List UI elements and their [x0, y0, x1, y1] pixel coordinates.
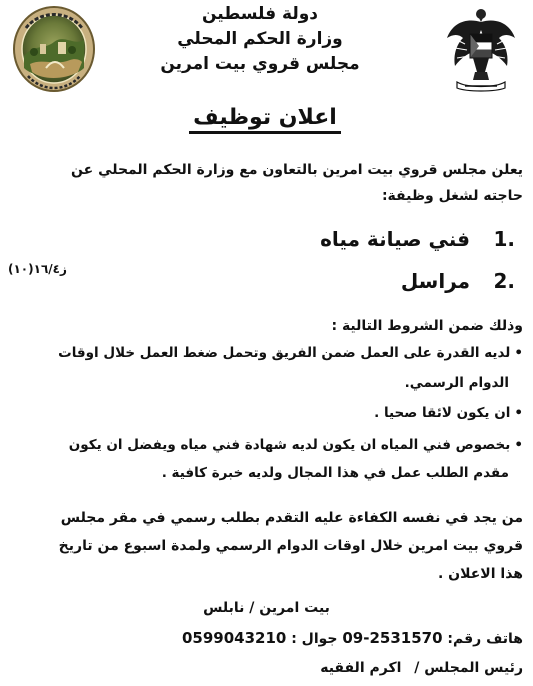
condition-text: ان يكون لائقا صحيا .	[374, 405, 511, 421]
job-item-2	[401, 266, 515, 296]
footer-location: بيت امرين / نابلس	[203, 600, 330, 616]
header-council: مجلس قروي بيت امرين	[160, 54, 360, 74]
job-label: فني صيانة مياه	[320, 227, 471, 251]
application-line-3: هذا الاعلان .	[437, 566, 523, 582]
job-number: .1	[493, 227, 515, 251]
phone-number: 09-2531570	[342, 629, 443, 647]
condition-3	[8, 432, 523, 458]
condition-3-continued: مقدم الطلب عمل في هذا المجال ولديه خبرة كافية .	[161, 465, 509, 481]
job-number: .2	[493, 269, 515, 293]
mobile-number: 0599043210	[181, 629, 287, 647]
intro-line-2: حاجته لشغل وظيفة:	[381, 188, 523, 204]
palestine-eagle-emblem-icon	[443, 4, 519, 92]
condition-text: بخصوص فني المياه ان يكون لديه شهادة فني مياه ويفضل ان يكون	[68, 437, 511, 453]
intro-line-1: يعلن مجلس قروي بيت امرين بالتعاون مع وزارة الحكم المحلي عن	[71, 162, 523, 178]
announcement-title: اعلان توظيف	[150, 102, 380, 134]
council-head-title: رئيس المجلس /	[414, 660, 523, 676]
condition-1-continued: الدوام الرسمي.	[404, 375, 509, 391]
condition-1	[8, 340, 523, 366]
application-line-1: من يجد في نفسه الكفاءة عليه التقدم بطلب رسمي في مقر مجلس	[60, 510, 523, 526]
header-country: دولة فلسطين	[201, 4, 319, 24]
footer-contact	[182, 626, 523, 651]
bullet-icon: •	[514, 405, 523, 421]
ministry-header	[120, 2, 400, 77]
footer-signature	[320, 656, 523, 680]
header-ministry: وزارة الحكم المحلي	[177, 29, 343, 49]
bullet-icon: •	[514, 437, 523, 453]
phone-label: هاتف رقم:	[447, 631, 523, 647]
bullet-icon: •	[514, 345, 523, 361]
reference-code: ز١٦/٤(١٠)	[8, 262, 67, 276]
condition-2	[8, 400, 523, 426]
council-head-name: اكرم الفقيه	[320, 660, 402, 676]
village-council-seal-icon	[12, 4, 96, 94]
conditions-intro: وذلك ضمن الشروط التالية :	[331, 318, 523, 334]
job-label: مراسل	[400, 269, 471, 293]
condition-text: لديه القدرة على العمل ضمن الفريق وتحمل ضغط العمل خلال اوقات	[58, 345, 511, 361]
job-item-1	[320, 224, 515, 254]
application-line-2: قروي بيت امرين خلال اوقات الدوام الرسمي ولمدة اسبوع من تاريخ	[58, 538, 523, 554]
mobile-label: جوال :	[291, 631, 338, 647]
